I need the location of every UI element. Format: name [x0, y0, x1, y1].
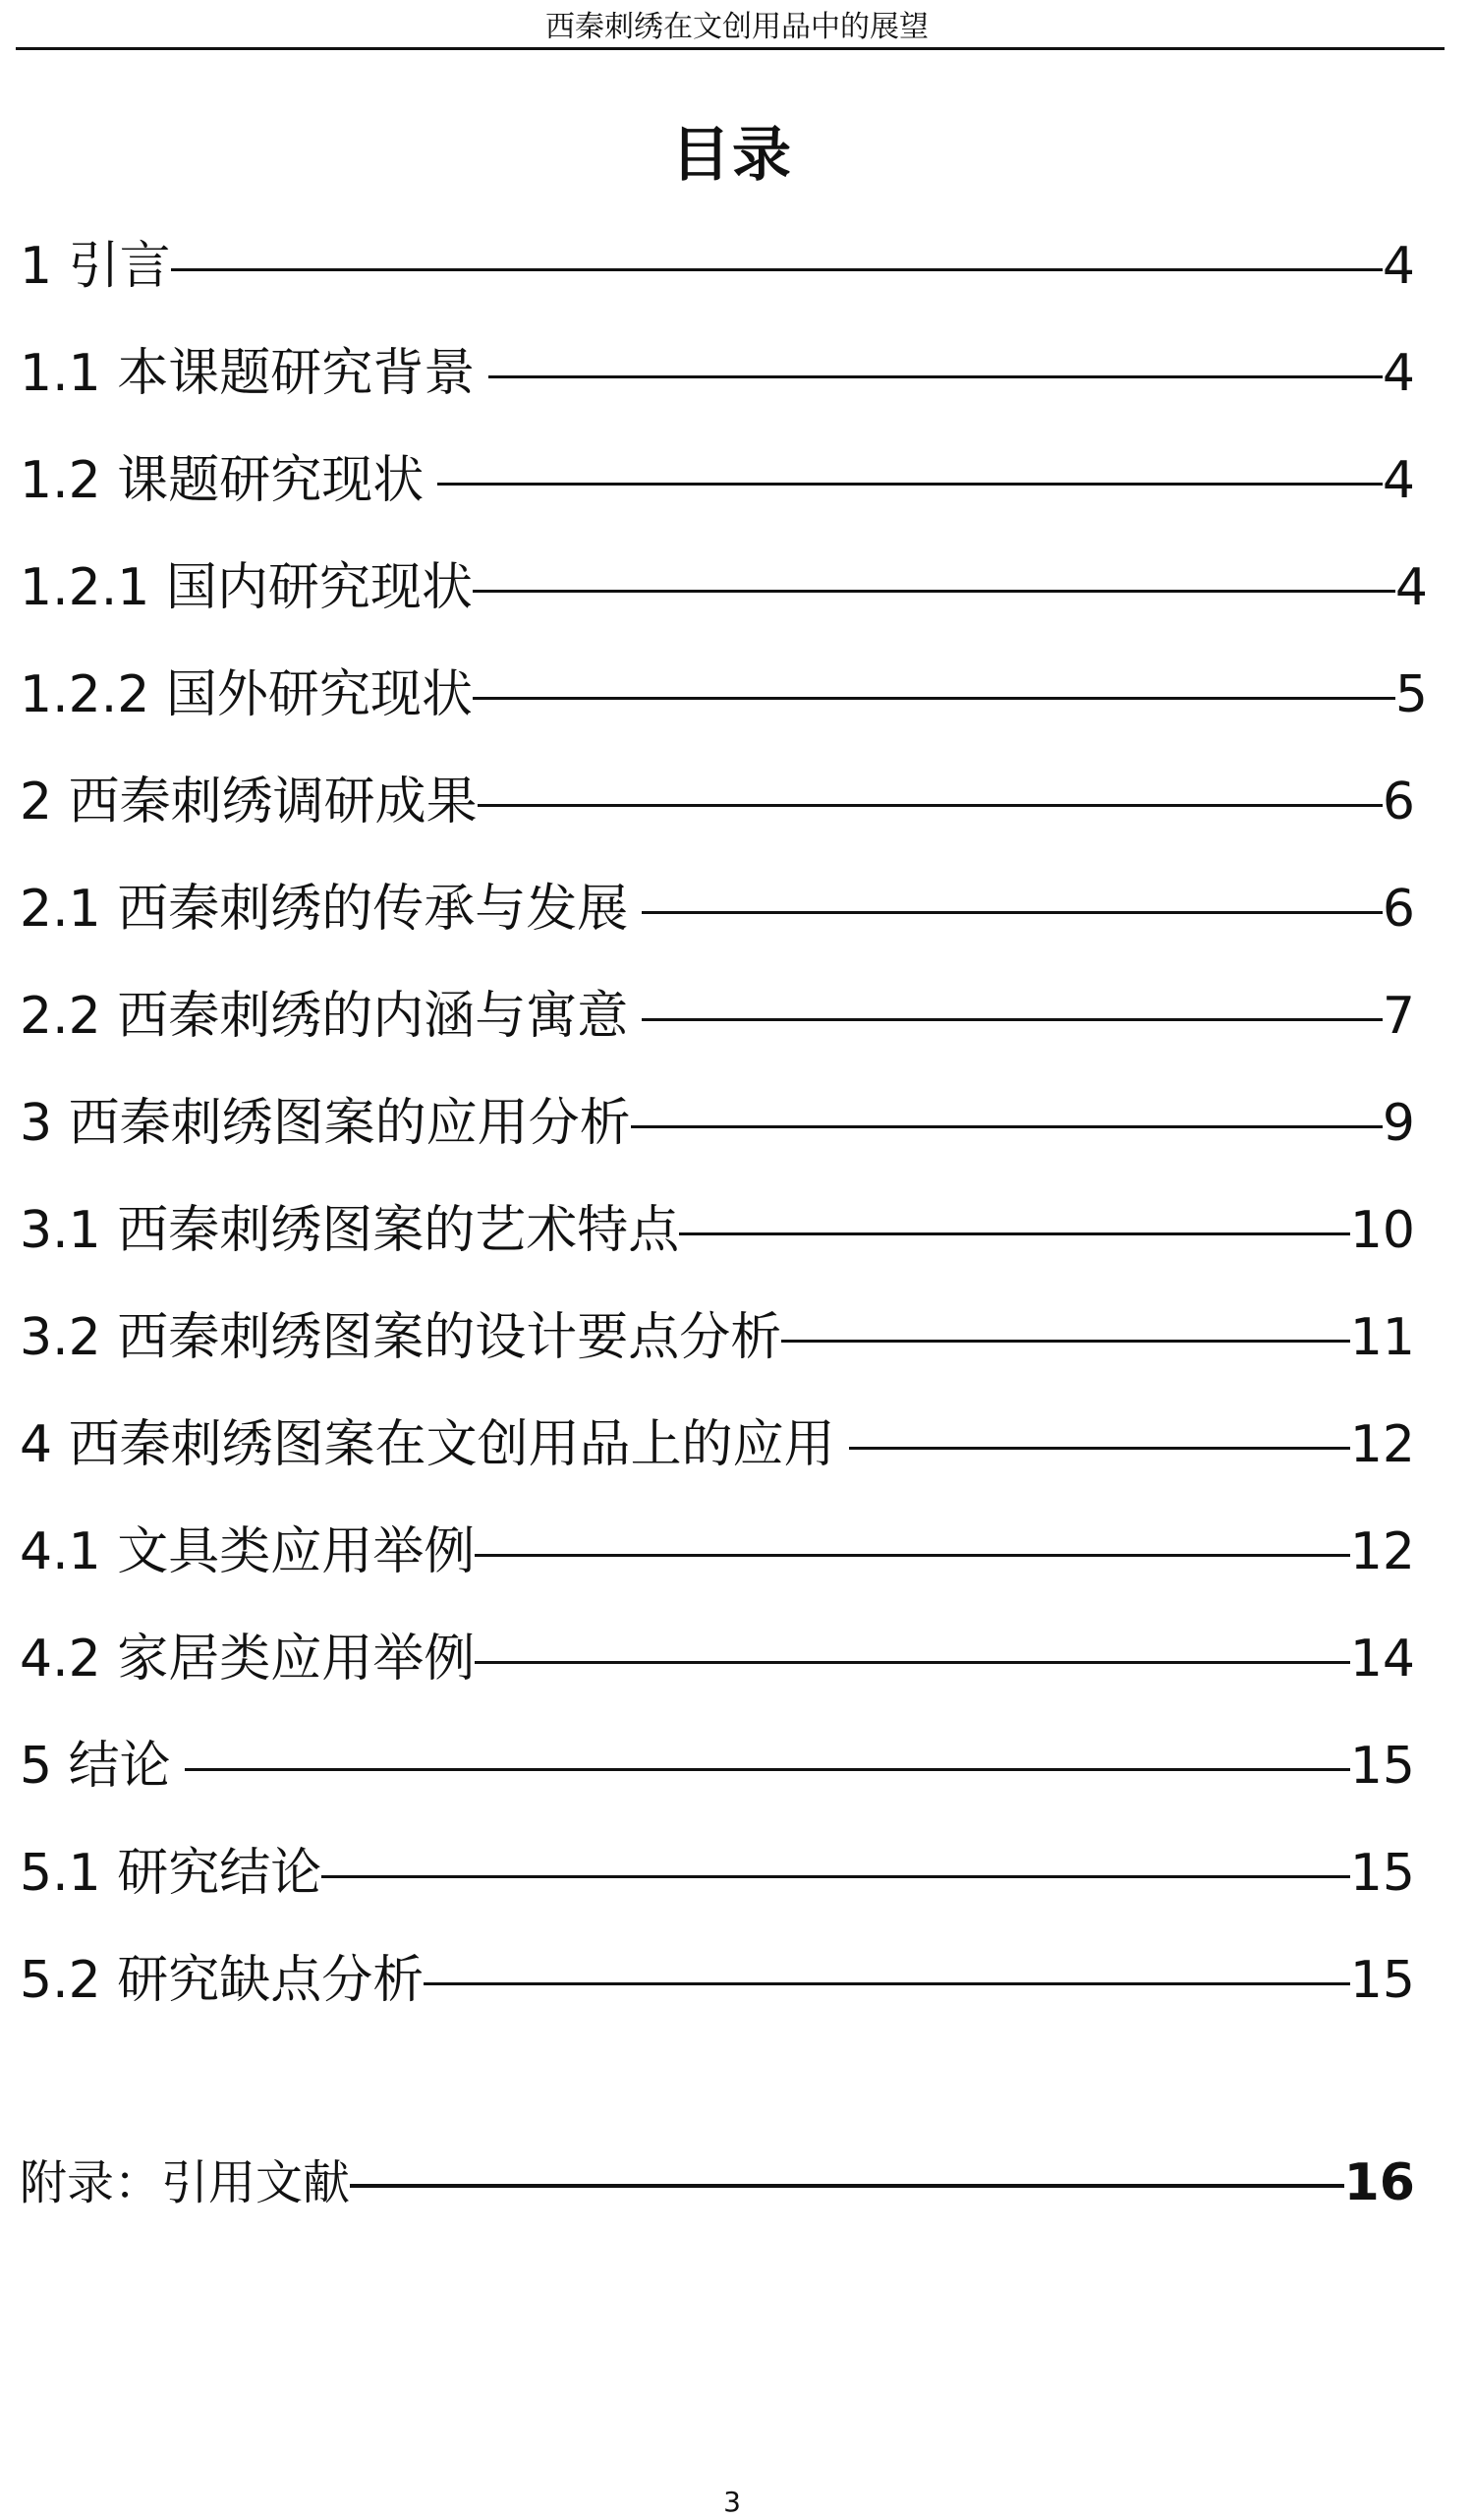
toc-leader-line	[437, 483, 1383, 486]
toc-leader-line	[185, 1768, 1350, 1771]
toc-entry-label: 2.1 西秦刺绣的传承与发展	[20, 880, 629, 939]
toc-entry[interactable]	[20, 446, 1415, 515]
toc-entry-page: 6	[1382, 773, 1415, 831]
toc-entry-page: 10	[1349, 1201, 1415, 1260]
toc-entry-page: 4	[1382, 237, 1415, 296]
toc-title: 目录	[671, 121, 793, 190]
toc-entry-label: 附录：引用文献	[20, 2155, 351, 2210]
toc-entry-label: 5.1 研究结论	[20, 1844, 322, 1903]
toc-leader-line	[475, 1554, 1350, 1557]
running-header: 西秦刺绣在文创用品中的展望	[545, 10, 929, 44]
toc-entry-label: 4.1 文具类应用举例	[20, 1522, 476, 1581]
toc-entry-label: 5.2 研究缺点分析	[20, 1951, 425, 2010]
toc-entry[interactable]	[20, 339, 1415, 408]
toc-leader-line	[781, 1340, 1350, 1343]
toc-entry-page: 15	[1349, 1844, 1415, 1903]
toc-leader-line	[475, 1661, 1350, 1664]
toc-entry-label: 4.2 家居类应用举例	[20, 1630, 476, 1689]
toc-entry-label: 3.1 西秦刺绣图案的艺术特点	[20, 1201, 680, 1260]
toc-entry-label: 3.2 西秦刺绣图案的设计要点分析	[20, 1308, 782, 1367]
toc-entry[interactable]	[20, 1303, 1415, 1372]
toc-entry-page: 15	[1349, 1951, 1415, 2010]
toc-entry[interactable]	[20, 553, 1428, 622]
toc-entry-page: 5	[1394, 665, 1428, 724]
toc-entry-label: 4 西秦刺绣图案在文创用品上的应用	[20, 1415, 835, 1474]
toc-entry-label: 2.2 西秦刺绣的内涵与寓意	[20, 987, 629, 1046]
toc-entry[interactable]	[20, 1518, 1415, 1586]
toc-leader-line	[642, 1018, 1383, 1021]
toc-entry-label: 2 西秦刺绣调研成果	[20, 773, 478, 831]
toc-entry-label: 1.1 本课题研究背景	[20, 344, 476, 403]
toc-entry[interactable]	[20, 1946, 1415, 2015]
toc-leader-line	[679, 1232, 1350, 1235]
toc-entry[interactable]	[20, 1625, 1415, 1693]
toc-entry-label: 1.2.1 国内研究现状	[20, 558, 473, 617]
toc-entry-page: 15	[1349, 1737, 1415, 1796]
toc-entry-page: 11	[1349, 1308, 1415, 1367]
toc-entry[interactable]	[20, 875, 1415, 944]
toc-entry-label: 1.2 课题研究现状	[20, 451, 425, 510]
toc-entry-page: 4	[1382, 451, 1415, 510]
toc-entry[interactable]	[20, 1410, 1415, 1479]
toc-entry-page: 4	[1382, 344, 1415, 403]
toc-leader-line	[321, 1875, 1350, 1878]
toc-entry-page: 12	[1349, 1522, 1415, 1581]
toc-entry[interactable]	[20, 1839, 1415, 1908]
toc-entry-label: 5 结论	[20, 1737, 171, 1796]
toc-entry-page: 9	[1382, 1094, 1415, 1153]
header-rule	[16, 47, 1445, 50]
toc-leader-line	[642, 911, 1383, 914]
toc-entry[interactable]	[20, 1732, 1415, 1801]
toc-entry[interactable]	[20, 768, 1415, 836]
toc-entry-label: 1.2.2 国外研究现状	[20, 665, 473, 724]
toc-leader-line	[849, 1447, 1350, 1450]
toc-entry-page: 6	[1382, 880, 1415, 939]
toc-entry[interactable]	[20, 660, 1428, 729]
toc-leader-line	[171, 268, 1383, 271]
toc-entry-label: 1 引言	[20, 237, 171, 296]
toc-entry-page: 12	[1349, 1415, 1415, 1474]
toc-entry[interactable]	[20, 232, 1415, 301]
toc-entry[interactable]	[20, 982, 1415, 1051]
toc-leader-line	[424, 1982, 1350, 1985]
toc-entry[interactable]	[20, 1089, 1415, 1158]
toc-leader-line	[631, 1125, 1383, 1128]
toc-entry-page: 14	[1349, 1630, 1415, 1689]
toc-leader-line	[473, 697, 1395, 700]
toc-entry-page: 16	[1343, 2153, 1415, 2212]
toc-entry-label: 3 西秦刺绣图案的应用分析	[20, 1094, 631, 1153]
toc-entry-page: 7	[1382, 987, 1415, 1046]
toc-leader-line	[488, 375, 1383, 378]
toc-entry[interactable]	[20, 1196, 1415, 1265]
toc-leader-line	[473, 590, 1395, 593]
toc-leader-line	[478, 804, 1383, 807]
toc-entry-appendix[interactable]	[20, 2148, 1415, 2217]
toc-leader-line	[350, 2184, 1344, 2188]
page-number: 3	[723, 2486, 741, 2518]
toc-entry-page: 4	[1394, 558, 1428, 617]
